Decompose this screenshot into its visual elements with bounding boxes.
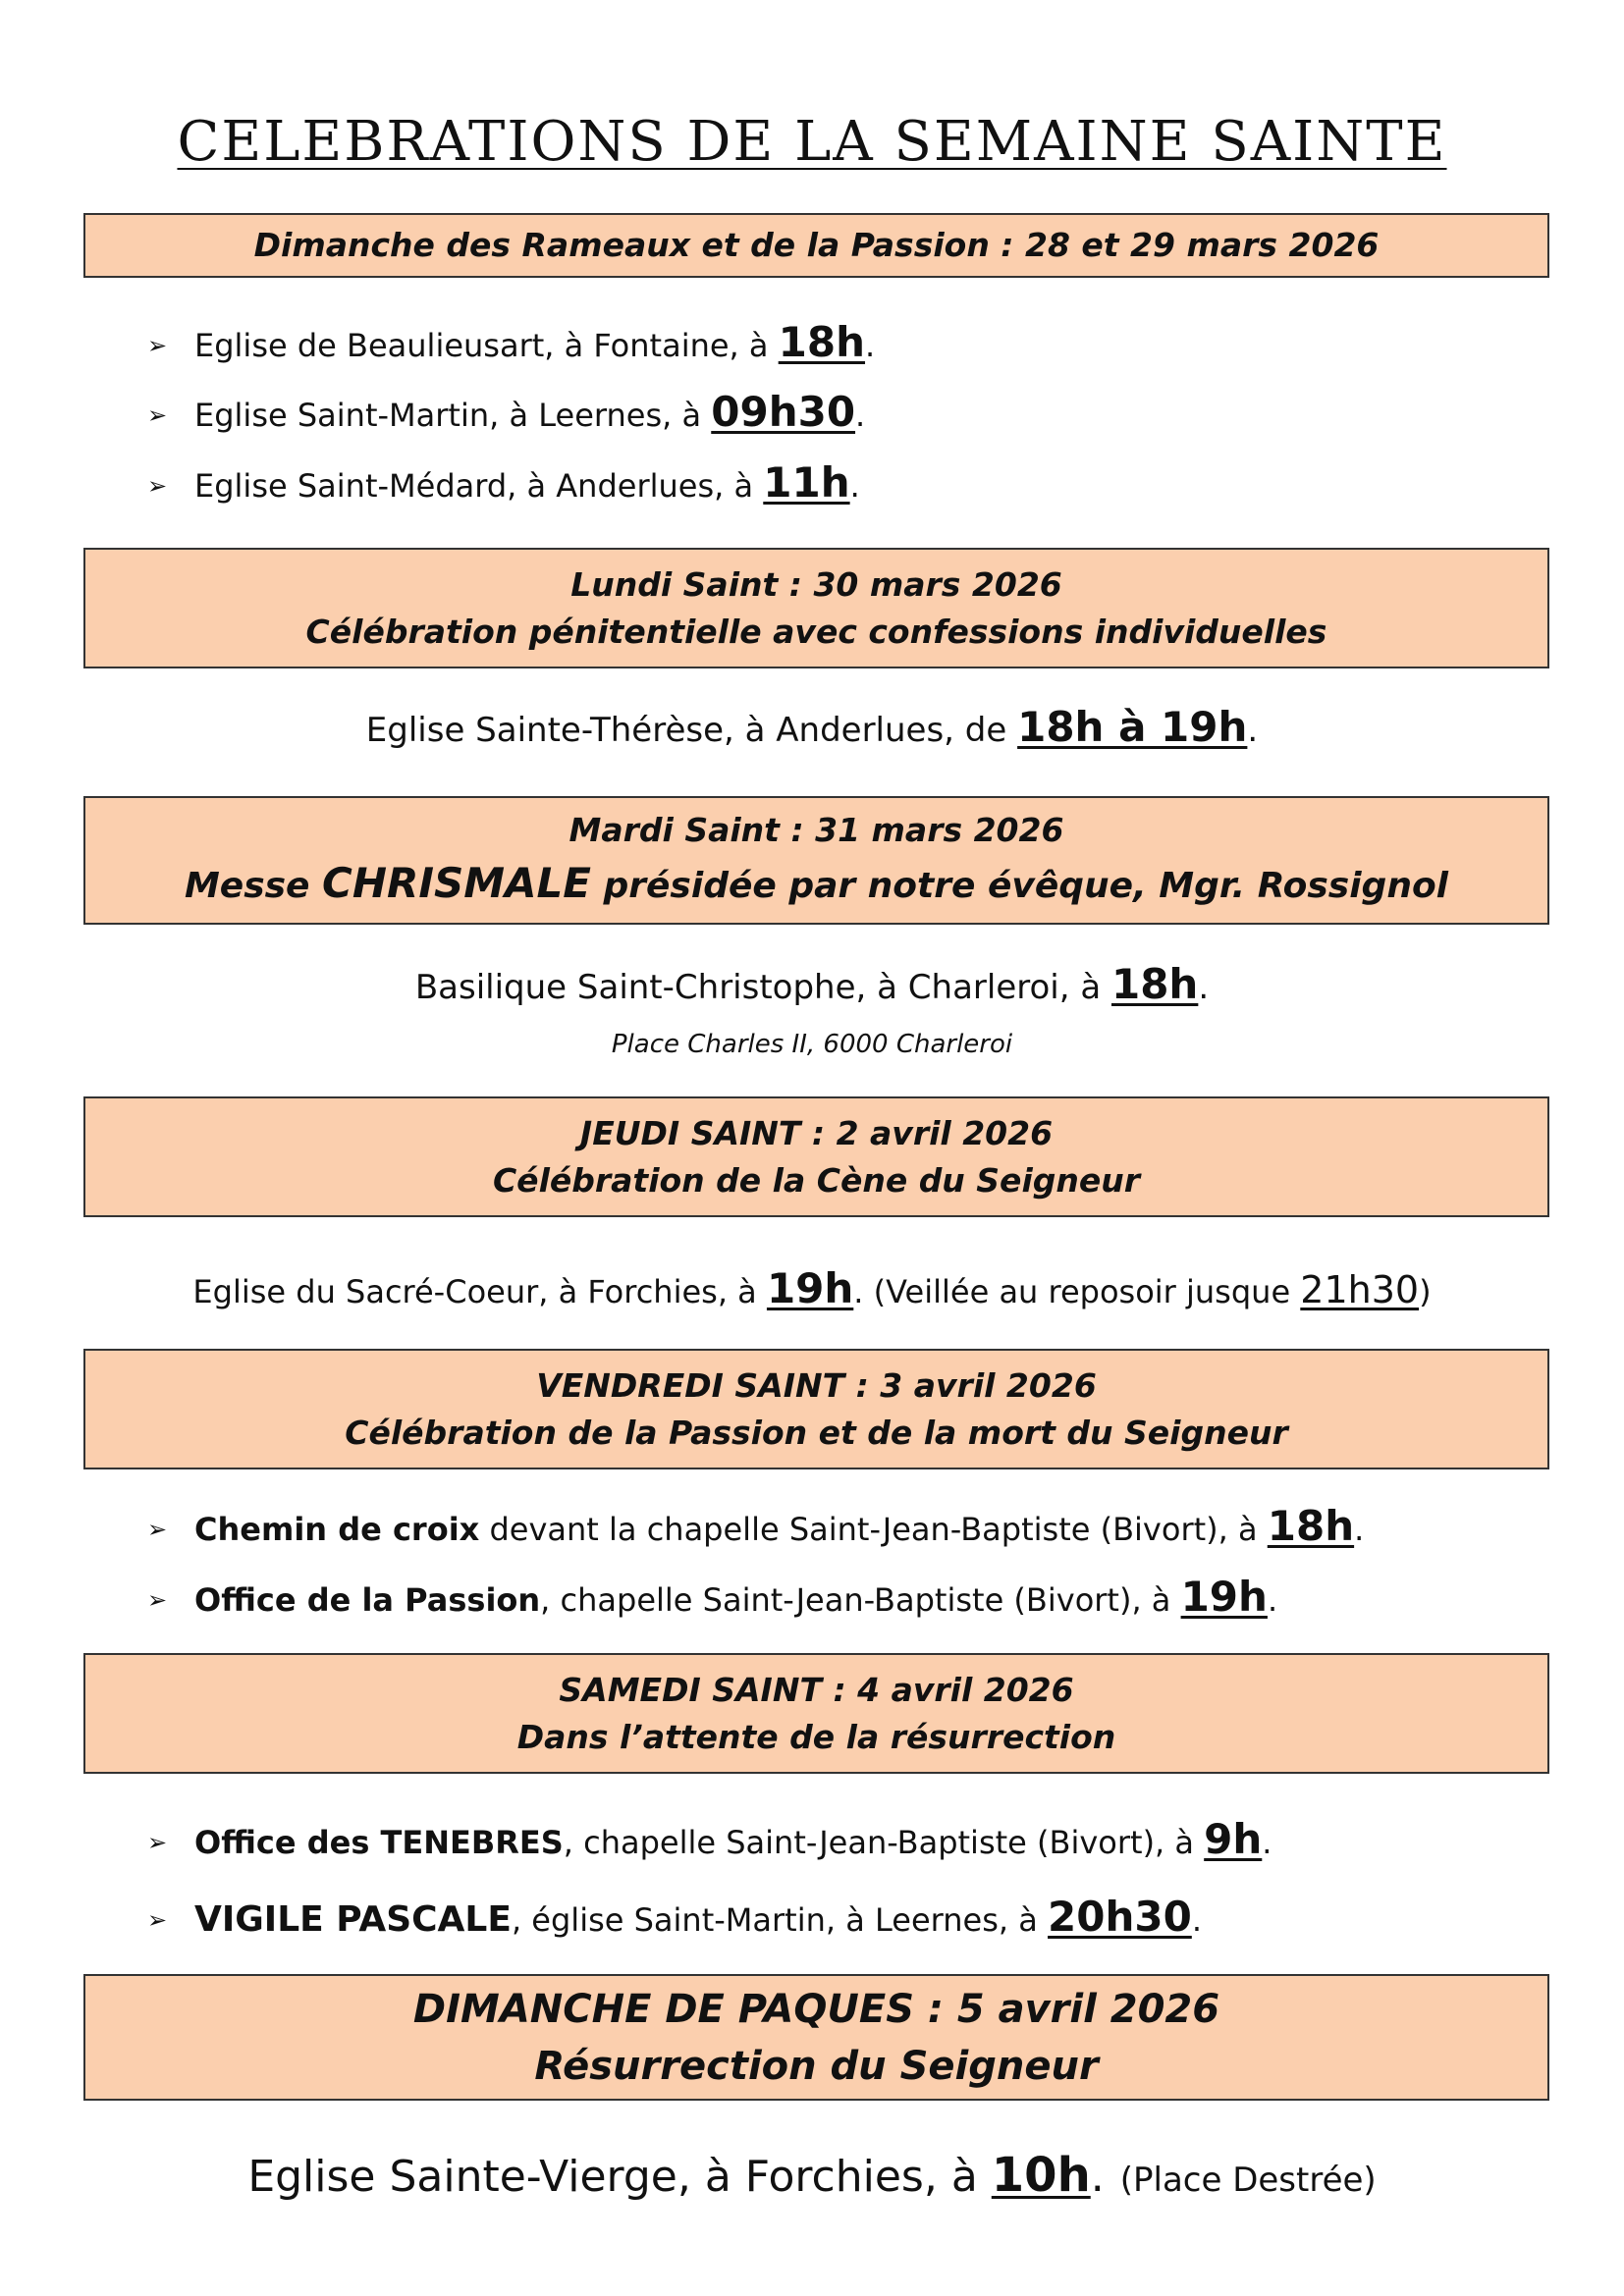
mardi-subtitle-c: présidée par notre évêque, Mgr. Rossignol xyxy=(590,865,1449,906)
section-header-vendredi xyxy=(83,1349,1549,1469)
item-time: 9h xyxy=(1204,1815,1263,1863)
item-bold: Office de la Passion xyxy=(194,1581,541,1619)
mardi-subtitle-b: CHRISMALE xyxy=(322,858,591,907)
section-header-rameaux xyxy=(83,213,1549,278)
location-time-2: 21h30 xyxy=(1300,1268,1420,1311)
item-text: Eglise de Beaulieusart, à Fontaine, à xyxy=(194,327,779,364)
location-time: 18h à 19h xyxy=(1017,703,1248,751)
item-end: . xyxy=(1267,1581,1278,1619)
location-time: 19h xyxy=(766,1264,854,1312)
list-item xyxy=(147,1893,1202,1942)
location-mid: . (Veillée au reposoir jusque xyxy=(853,1273,1301,1310)
location-text: Eglise Sainte-Vierge, à Forchies, à xyxy=(247,2152,992,2202)
item-text: devant la chapelle Saint-Jean-Baptiste (Bivort), à xyxy=(479,1511,1268,1548)
paques-date: DIMANCHE DE PAQUES : 5 avril 2026 xyxy=(412,1986,1220,2032)
paques-location xyxy=(0,2146,1624,2210)
lundi-location xyxy=(0,705,1624,753)
mardi-location xyxy=(0,962,1624,1010)
section-header-mardi xyxy=(83,796,1549,925)
item-bold: Office des TENEBRES xyxy=(194,1824,564,1861)
item-bold: Chemin de croix xyxy=(194,1511,480,1548)
page-title: CELEBRATIONS DE LA SEMAINE SAINTE xyxy=(177,110,1447,174)
location-end: ) xyxy=(1419,1273,1432,1310)
mardi-subtitle xyxy=(185,854,1448,914)
mardi-address: Place Charles II, 6000 Charleroi xyxy=(611,1030,1013,1059)
item-time: 18h xyxy=(1267,1502,1355,1550)
location-text: Eglise du Sacré-Coeur, à Forchies, à xyxy=(192,1273,767,1310)
item-time: 09h30 xyxy=(711,388,856,436)
list-item xyxy=(147,1575,1277,1622)
list-item xyxy=(147,1502,1365,1551)
vendredi-subtitle: Célébration de la Passion et de la mort du Seigneur xyxy=(345,1413,1288,1452)
arrowhead-bullet-icon: ➢ xyxy=(147,332,168,359)
section-header-samedi xyxy=(83,1653,1549,1774)
location-end: . xyxy=(1198,968,1210,1007)
vendredi-date: VENDREDI SAINT : 3 avril 2026 xyxy=(536,1365,1097,1405)
arrowhead-bullet-icon: ➢ xyxy=(147,1586,168,1614)
location-text: Basilique Saint-Christophe, à Charleroi, à xyxy=(414,968,1111,1007)
mardi-subtitle-a: Messe xyxy=(184,865,322,906)
samedi-subtitle: Dans l’attente de la résurrection xyxy=(516,1717,1116,1756)
location-time: 10h xyxy=(991,2148,1091,2203)
item-time: 11h xyxy=(763,458,850,507)
section-header-paques xyxy=(83,1974,1549,2101)
lundi-date: Lundi Saint : 30 mars 2026 xyxy=(570,564,1062,604)
location-text: Eglise Sainte-Thérèse, à Anderlues, de xyxy=(365,711,1018,750)
jeudi-date: JEUDI SAINT : 2 avril 2026 xyxy=(579,1113,1054,1152)
mardi-date: Mardi Saint : 31 mars 2026 xyxy=(568,811,1064,850)
item-time: 18h xyxy=(778,318,866,366)
location-note: (Place Destrée) xyxy=(1119,2161,1377,2200)
list-item xyxy=(147,1815,1272,1864)
item-end: . xyxy=(855,397,866,434)
item-text: Eglise Saint-Médard, à Anderlues, à xyxy=(194,467,764,505)
rameaux-header: Dimanche des Rameaux et de la Passion : 28 et 29 mars 2026 xyxy=(253,226,1380,265)
section-header-jeudi xyxy=(83,1096,1549,1217)
section-header-lundi xyxy=(83,548,1549,668)
list-item xyxy=(147,458,860,507)
jeudi-subtitle: Célébration de la Cène du Seigneur xyxy=(492,1160,1141,1200)
list-item xyxy=(147,388,866,437)
item-end: . xyxy=(1191,1901,1202,1939)
paques-subtitle: Résurrection du Seigneur xyxy=(534,2043,1099,2089)
item-time: 20h30 xyxy=(1048,1893,1192,1941)
list-item xyxy=(147,318,876,367)
item-end: . xyxy=(1354,1511,1365,1548)
item-text: , église Saint-Martin, à Leernes, à xyxy=(511,1901,1049,1939)
item-bold: VIGILE PASCALE xyxy=(194,1899,512,1940)
lundi-subtitle: Célébration pénitentielle avec confessions individuelles xyxy=(305,612,1327,651)
location-time: 18h xyxy=(1110,960,1199,1008)
item-end: . xyxy=(865,327,876,364)
item-end: . xyxy=(849,467,860,505)
arrowhead-bullet-icon: ➢ xyxy=(147,1516,168,1543)
arrowhead-bullet-icon: ➢ xyxy=(147,401,168,429)
arrowhead-bullet-icon: ➢ xyxy=(147,472,168,500)
item-time: 19h xyxy=(1180,1573,1268,1621)
jeudi-location xyxy=(0,1266,1624,1314)
location-end: . xyxy=(1090,2152,1105,2202)
location-end: . xyxy=(1247,711,1259,750)
arrowhead-bullet-icon: ➢ xyxy=(147,1829,168,1856)
samedi-date: SAMEDI SAINT : 4 avril 2026 xyxy=(559,1670,1074,1709)
item-text: , chapelle Saint-Jean-Baptiste (Bivort), à xyxy=(540,1581,1181,1619)
arrowhead-bullet-icon: ➢ xyxy=(147,1906,168,1934)
item-text: Eglise Saint-Martin, à Leernes, à xyxy=(194,397,712,434)
item-end: . xyxy=(1262,1824,1272,1861)
item-text: , chapelle Saint-Jean-Baptiste (Bivort), à xyxy=(563,1824,1205,1861)
